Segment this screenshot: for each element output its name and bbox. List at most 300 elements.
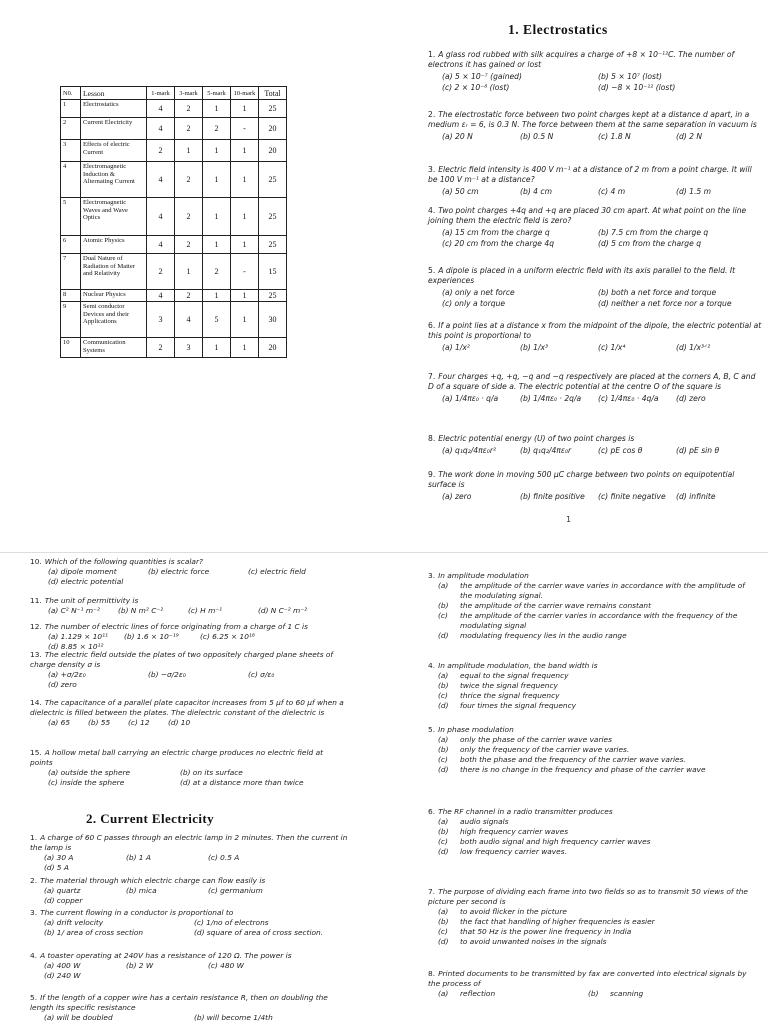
answer-option: (d) electric potential — [48, 577, 124, 586]
option-text: twice the signal frequency — [460, 681, 558, 690]
answer-option: (c) 1/x⁴ — [598, 343, 626, 353]
answer-option: (c) 1/4πε₀ · 4q/a — [598, 394, 659, 404]
question-number: 3. — [428, 571, 436, 580]
answer-option: (d) 240 W — [44, 971, 81, 980]
question-text: If a point lies at a distance x from the midpoint of the dipole, the electric potential at this point is proportional to — [428, 321, 762, 341]
question-text: Electric field intensity is 400 V m⁻¹ at a distance of 2 m from a point charge. It will be 100 V m⁻¹ at a distance? — [428, 165, 752, 185]
question-number: 6. — [428, 807, 436, 816]
question-number: 7. — [428, 372, 436, 381]
question — [30, 596, 348, 616]
answer-option: (b) 1/x³ — [520, 343, 549, 353]
col-header-5-mark: 5-mark — [203, 87, 231, 100]
answer-option: (a) only a net force — [442, 288, 515, 298]
question-text: In amplitude modulation — [438, 571, 529, 580]
answer-option: (d) zero — [48, 680, 77, 689]
row-1-mark: 3 — [147, 302, 175, 338]
option-label: (b) — [438, 681, 449, 690]
option-text: thrice the signal frequency — [460, 691, 560, 700]
question-text: Two point charges +4q and +q are placed 30 cm apart. At what point on the line joining them the electric field is zero? — [428, 206, 747, 226]
answer-option: (b) electric force — [148, 567, 210, 576]
answer-option: (b) 4 cm — [520, 187, 552, 197]
row-5-mark: 5 — [203, 302, 231, 338]
option-label: (b) — [438, 827, 449, 836]
answer-option — [438, 701, 758, 711]
question-number: 10. — [30, 557, 42, 566]
row-1-mark: 2 — [147, 338, 175, 358]
row-10-mark: 1 — [231, 100, 259, 118]
option-text: there is no change in the frequency and phase of the carrier wave — [460, 765, 706, 774]
row-total: 25 — [259, 198, 287, 236]
option-text: the amplitude of the carrier wave varies in accordance with the amplitude of the modulating signal. — [460, 581, 745, 600]
answer-option: (a) 1/4πε₀ · q/a — [442, 394, 499, 404]
row-lesson: Current Electricity — [81, 118, 147, 140]
question — [428, 372, 762, 405]
row-number: 2 — [61, 118, 81, 140]
row-5-mark: 1 — [203, 140, 231, 162]
row-10-mark: 1 — [231, 198, 259, 236]
option-text: the amplitude of the carrier wave remains constant — [460, 601, 652, 610]
row-1-mark: 4 — [147, 100, 175, 118]
answer-option: (d) 1/x³ᐟ² — [676, 343, 711, 353]
answer-option: (b) 1/4πε₀ · 2q/a — [520, 394, 582, 404]
question-number: 9. — [428, 470, 436, 479]
row-1-mark: 4 — [147, 162, 175, 198]
question-text: The number of electric lines of force originating from a charge of 1 C is — [44, 622, 308, 631]
row-5-mark: 1 — [203, 236, 231, 254]
answer-option: (b) N m² C⁻² — [118, 606, 164, 615]
row-10-mark: 1 — [231, 290, 259, 302]
row-3-mark: 3 — [175, 338, 203, 358]
row-total: 25 — [259, 162, 287, 198]
answer-option: (d) at a distance more than twice — [180, 778, 304, 787]
answer-option: (b) on its surface — [180, 768, 243, 777]
question-text: Four charges +q, +q, −q and −q respectively are placed at the corners A, B, C and D of a square of side a. The electric potential at the centre O of the square is — [428, 372, 756, 392]
answer-option — [438, 765, 758, 775]
row-10-mark: 1 — [231, 338, 259, 358]
option-text: audio signals — [460, 817, 509, 826]
option-label: (d) — [438, 631, 449, 640]
option-text: that 50 Hz is the power line frequency in India — [460, 927, 632, 936]
answer-option: (d) N C⁻² m⁻² — [258, 606, 308, 615]
row-5-mark: 1 — [203, 290, 231, 302]
table-row — [61, 254, 287, 290]
option-label: (d) — [438, 765, 449, 774]
question-number: 5. — [30, 993, 38, 1002]
question-text: A charge of 60 C passes through an electric lamp in 2 minutes. Then the current in the lamp is — [30, 833, 348, 852]
col-header-10-mark: 10-mark — [231, 87, 259, 100]
question — [428, 887, 758, 947]
row-3-mark: 2 — [175, 198, 203, 236]
question-text: The unit of permittivity is — [44, 596, 139, 605]
option-text: both audio signal and high frequency carrier waves — [460, 837, 651, 846]
answer-option: (c) only a torque — [442, 298, 506, 308]
answer-option: (a) 65 — [48, 718, 71, 727]
answer-option: (d) 8.85 × 10¹² — [48, 642, 104, 651]
question-text: A toaster operating at 240V has a resistance of 120 Ω. The power is — [40, 951, 292, 960]
option-text: scanning — [610, 989, 644, 998]
answer-option: (c) 0.5 A — [208, 853, 240, 862]
answer-option: (c) 480 W — [208, 961, 244, 970]
question-text: If the length of a copper wire has a certain resistance R, then on doubling the length its specific resistance — [30, 993, 328, 1012]
answer-option — [438, 847, 758, 857]
option-text: high frequency carrier waves — [460, 827, 569, 836]
col-header-total: Total — [259, 87, 287, 100]
answer-option: (a) q₁q₂/4πε₀r² — [442, 446, 496, 456]
answer-option: (b) 7.5 cm from the charge q — [598, 228, 709, 238]
question-number: 2. — [30, 876, 38, 885]
question — [30, 833, 348, 873]
option-label: (a) — [438, 817, 449, 826]
option-label: (c) — [438, 691, 448, 700]
marks-table — [60, 86, 287, 358]
option-label: (d) — [438, 847, 449, 856]
answer-option: (d) 1.5 m — [676, 187, 712, 197]
question-number: 8. — [428, 434, 436, 443]
row-number: 1 — [61, 100, 81, 118]
answer-option: (d) pE sin θ — [676, 446, 720, 456]
answer-option: (c) electric field — [248, 567, 306, 576]
question-text: A hollow metal ball carrying an electric charge produces no electric field at points — [30, 748, 323, 767]
row-lesson: Effects of electric Current — [81, 140, 147, 162]
question-number: 7. — [428, 887, 436, 896]
row-lesson: Atomic Physics — [81, 236, 147, 254]
answer-option: (b) 1/ area of cross section — [44, 928, 144, 937]
option-text: to avoid flicker in the picture — [460, 907, 567, 916]
question-number: 1. — [428, 50, 436, 59]
row-5-mark: 1 — [203, 198, 231, 236]
answer-option: (b) 0.5 N — [520, 132, 554, 142]
row-3-mark: 2 — [175, 100, 203, 118]
answer-option — [438, 581, 758, 601]
option-text: equal to the signal frequency — [460, 671, 569, 680]
answer-option — [438, 745, 758, 755]
row-total: 15 — [259, 254, 287, 290]
row-lesson: Communication Systems — [81, 338, 147, 358]
question-number: 12. — [30, 622, 42, 631]
row-10-mark: 1 — [231, 302, 259, 338]
answer-option: (a) 15 cm from the charge q — [442, 228, 550, 238]
row-3-mark: 2 — [175, 118, 203, 140]
row-10-mark: 1 — [231, 162, 259, 198]
answer-option: (d) −8 × 10⁻¹² (lost) — [598, 82, 676, 92]
question-number: 5. — [428, 266, 436, 275]
row-number: 5 — [61, 198, 81, 236]
question-text: A glass rod rubbed with silk acquires a charge of +8 × 10⁻¹²C. The number of electrons it has gained or lost — [428, 50, 735, 70]
option-text: modulating frequency lies in the audio range — [460, 631, 627, 640]
row-5-mark: 1 — [203, 338, 231, 358]
row-1-mark: 4 — [147, 118, 175, 140]
question-number: 8. — [428, 969, 436, 978]
question — [428, 50, 762, 93]
answer-option: (a) 5 × 10⁻⁷ (gained) — [442, 72, 522, 82]
answer-option: (d) copper — [44, 896, 83, 905]
option-text: the amplitude of the carrier varies in accordance with the frequency of the modulating signal — [460, 611, 738, 630]
option-label: (c) — [438, 611, 448, 620]
answer-option — [438, 601, 758, 611]
table-row — [61, 198, 287, 236]
question — [428, 725, 758, 775]
row-3-mark: 2 — [175, 162, 203, 198]
row-number: 8 — [61, 290, 81, 302]
question — [428, 661, 758, 711]
answer-option: (c) 1.8 N — [598, 132, 631, 142]
answer-option: (a) 1/x² — [442, 343, 470, 353]
answer-option: (d) 5 cm from the charge q — [598, 238, 702, 248]
answer-option: (b) 5 × 10⁷ (lost) — [598, 72, 662, 82]
answer-option: (b) 1 A — [126, 853, 151, 862]
option-label: (a) — [438, 907, 449, 916]
option-text: only the phase of the carrier wave varies — [460, 735, 612, 744]
answer-option: (d) 10 — [168, 718, 191, 727]
question — [428, 110, 762, 143]
answer-option: (b) both a net force and torque — [598, 288, 717, 298]
answer-option: (b) mica — [126, 886, 157, 895]
answer-option: (d) 5 A — [44, 863, 69, 872]
question-text: Electric potential energy (U) of two point charges is — [438, 434, 635, 443]
row-1-mark: 4 — [147, 236, 175, 254]
question — [428, 807, 758, 857]
row-total: 20 — [259, 140, 287, 162]
answer-option: (a) 400 W — [44, 961, 81, 970]
row-1-mark: 4 — [147, 290, 175, 302]
question — [428, 434, 762, 456]
answer-option: (a) outside the sphere — [48, 768, 131, 777]
question — [30, 993, 348, 1023]
question-number: 4. — [428, 206, 436, 215]
answer-option — [438, 611, 758, 631]
document-page-2 — [0, 552, 768, 1024]
option-text: to avoid unwanted noises in the signals — [460, 937, 607, 946]
answer-option: (d) neither a net force nor a torque — [598, 298, 732, 308]
col-header-3-mark: 3-mark — [175, 87, 203, 100]
row-lesson: Electromagnetic Waves and Wave Optics — [81, 198, 147, 236]
row-number: 3 — [61, 140, 81, 162]
table-row — [61, 338, 287, 358]
answer-option: (c) 12 — [128, 718, 150, 727]
answer-option — [438, 735, 758, 745]
answer-option: (b) finite positive — [520, 492, 585, 502]
question-number: 14. — [30, 698, 42, 707]
option-label: (d) — [438, 937, 449, 946]
answer-option: (d) square of area of cross section. — [194, 928, 324, 937]
answer-option: (d) infinite — [676, 492, 716, 502]
row-5-mark: 2 — [203, 254, 231, 290]
row-3-mark: 1 — [175, 140, 203, 162]
table-row — [61, 118, 287, 140]
row-1-mark: 2 — [147, 140, 175, 162]
table-header-row — [61, 87, 287, 100]
row-lesson: Electromagnetic Induction & Alternating Current — [81, 162, 147, 198]
row-3-mark: 1 — [175, 254, 203, 290]
option-text: low frequency carrier waves. — [460, 847, 567, 856]
question-text: The RF channel in a radio transmitter produces — [438, 807, 613, 816]
row-total: 20 — [259, 118, 287, 140]
question — [30, 622, 348, 652]
answer-option: (b) −σ/2ε₀ — [148, 670, 186, 679]
answer-option: (b) 55 — [88, 718, 111, 727]
option-label: (b) — [588, 989, 599, 998]
question — [30, 557, 348, 587]
row-5-mark: 2 — [203, 118, 231, 140]
question-number: 4. — [30, 951, 38, 960]
row-10-mark: 1 — [231, 140, 259, 162]
question-number: 15. — [30, 748, 42, 757]
answer-option: (b) 1.6 × 10⁻¹⁹ — [124, 632, 179, 641]
question-text: The material through which electric charge can flow easily is — [40, 876, 266, 885]
row-lesson: Semi conductor Devices and their Applications — [81, 302, 147, 338]
answer-option — [438, 827, 758, 837]
answer-option: (a) C² N⁻¹ m⁻² — [48, 606, 100, 615]
row-3-mark: 2 — [175, 236, 203, 254]
question-number: 3. — [428, 165, 436, 174]
option-label: (b) — [438, 601, 449, 610]
question — [428, 969, 758, 999]
answer-option — [438, 671, 758, 681]
question-text: A dipole is placed in a uniform electric field with its axis parallel to the field. It experiences — [428, 266, 736, 286]
answer-option: (a) 30 A — [44, 853, 74, 862]
answer-option: (d) 2 N — [676, 132, 703, 142]
answer-option: (b) q₁q₂/4πε₀r — [520, 446, 572, 456]
question — [428, 470, 762, 503]
row-1-mark: 2 — [147, 254, 175, 290]
answer-option — [438, 755, 758, 765]
question — [30, 951, 348, 981]
question-text: Printed documents to be transmitted by fax are converted into electrical signals by the process of — [428, 969, 747, 988]
option-label: (a) — [438, 989, 449, 998]
answer-option: (a) 20 N — [442, 132, 473, 142]
question — [428, 165, 762, 198]
question-text: The work done in moving 500 μC charge between two points on equipotential surface is — [428, 470, 735, 490]
answer-option: (c) inside the sphere — [48, 778, 125, 787]
answer-option — [438, 837, 758, 847]
question-number: 3. — [30, 908, 38, 917]
option-label: (c) — [438, 755, 448, 764]
answer-option: (b) will become 1/4th — [194, 1013, 273, 1022]
row-total: 25 — [259, 290, 287, 302]
answer-option: (c) σ/ε₀ — [248, 670, 275, 679]
answer-option: (c) H m⁻¹ — [188, 606, 223, 615]
answer-option: (d) zero — [676, 394, 706, 404]
answer-option: (c) germanium — [208, 886, 263, 895]
row-5-mark: 1 — [203, 162, 231, 198]
row-10-mark: - — [231, 254, 259, 290]
row-5-mark: 1 — [203, 100, 231, 118]
chapter-title-current-electricity: 2. Current Electricity — [86, 811, 215, 826]
question — [428, 206, 762, 249]
question-text: In phase modulation — [438, 725, 514, 734]
option-text: four times the signal frequency — [460, 701, 577, 710]
answer-option: (c) 6.25 × 10¹⁸ — [200, 632, 255, 641]
table-row — [61, 236, 287, 254]
answer-option: (a) zero — [442, 492, 472, 502]
answer-option: (c) 20 cm from the charge 4q — [442, 238, 555, 248]
answer-option: (c) pE cos θ — [598, 446, 643, 456]
option-label: (a) — [438, 735, 449, 744]
chapter-title-electrostatics: 1. Electrostatics — [508, 22, 608, 37]
page-number: 1 — [566, 515, 572, 524]
option-text: reflection — [460, 989, 496, 998]
table-row — [61, 100, 287, 118]
table-row — [61, 302, 287, 338]
answer-option — [438, 631, 758, 641]
question-number: 2. — [428, 110, 436, 119]
question-text: Which of the following quantities is scalar? — [44, 557, 203, 566]
answer-option: (c) 2 × 10⁻⁸ (lost) — [442, 82, 510, 92]
table-row — [61, 140, 287, 162]
answer-option — [438, 681, 758, 691]
question-number: 6. — [428, 321, 436, 330]
question — [428, 266, 762, 309]
row-lesson: Dual Nature of Radiation of Matter and Relativity — [81, 254, 147, 290]
row-number: 4 — [61, 162, 81, 198]
answer-option: (a) dipole moment — [48, 567, 117, 576]
question — [30, 876, 348, 906]
question-number: 5. — [428, 725, 436, 734]
row-lesson: Electrostatics — [81, 100, 147, 118]
answer-option: (a) drift velocity — [44, 918, 104, 927]
row-number: 6 — [61, 236, 81, 254]
table-row — [61, 290, 287, 302]
question-number: 4. — [428, 661, 436, 670]
option-label: (a) — [438, 581, 449, 590]
answer-option: (a) 50 cm — [442, 187, 479, 197]
answer-option — [438, 691, 758, 701]
answer-option: (c) finite negative — [598, 492, 666, 502]
col-header-lesson: Lesson — [81, 87, 147, 100]
option-label: (a) — [438, 671, 449, 680]
row-total: 30 — [259, 302, 287, 338]
question — [30, 908, 348, 938]
answer-option: (a) will be doubled — [44, 1013, 113, 1022]
answer-option — [438, 937, 758, 947]
option-label: (b) — [438, 745, 449, 754]
answer-option — [438, 817, 758, 827]
row-1-mark: 4 — [147, 198, 175, 236]
option-label: (d) — [438, 701, 449, 710]
question-number: 1. — [30, 833, 38, 842]
answer-option: (b) 2 W — [126, 961, 154, 970]
row-total: 25 — [259, 236, 287, 254]
row-3-mark: 4 — [175, 302, 203, 338]
question — [428, 321, 762, 354]
option-label: (c) — [438, 927, 448, 936]
answer-option: (a) +σ/2ε₀ — [48, 670, 86, 679]
question — [30, 698, 348, 728]
row-number: 9 — [61, 302, 81, 338]
answer-option: (a) 1.129 × 10¹¹ — [48, 632, 109, 641]
col-header-no: N0. — [61, 87, 81, 100]
question-text: The current flowing in a conductor is proportional to — [40, 908, 234, 917]
row-10-mark: 1 — [231, 236, 259, 254]
option-text: only the frequency of the carrier wave varies. — [460, 745, 630, 754]
question-text: The purpose of dividing each frame into two fields so as to transmit 50 views of the picture per second is — [428, 887, 748, 906]
question — [30, 650, 348, 690]
option-text: both the phase and the frequency of the carrier wave varies. — [460, 755, 686, 764]
question-text: In amplitude modulation, the band width is — [438, 661, 598, 670]
option-text: the fact that handling of higher frequencies is easier — [460, 917, 655, 926]
question-number: 13. — [30, 650, 42, 659]
row-total: 25 — [259, 100, 287, 118]
question-number: 11. — [30, 596, 42, 605]
row-total: 20 — [259, 338, 287, 358]
option-label: (b) — [438, 917, 449, 926]
option-label: (c) — [438, 837, 448, 846]
col-header-1-mark: 1-mark — [147, 87, 175, 100]
row-3-mark: 2 — [175, 290, 203, 302]
answer-option — [438, 917, 758, 927]
answer-option — [438, 907, 758, 917]
row-number: 7 — [61, 254, 81, 290]
